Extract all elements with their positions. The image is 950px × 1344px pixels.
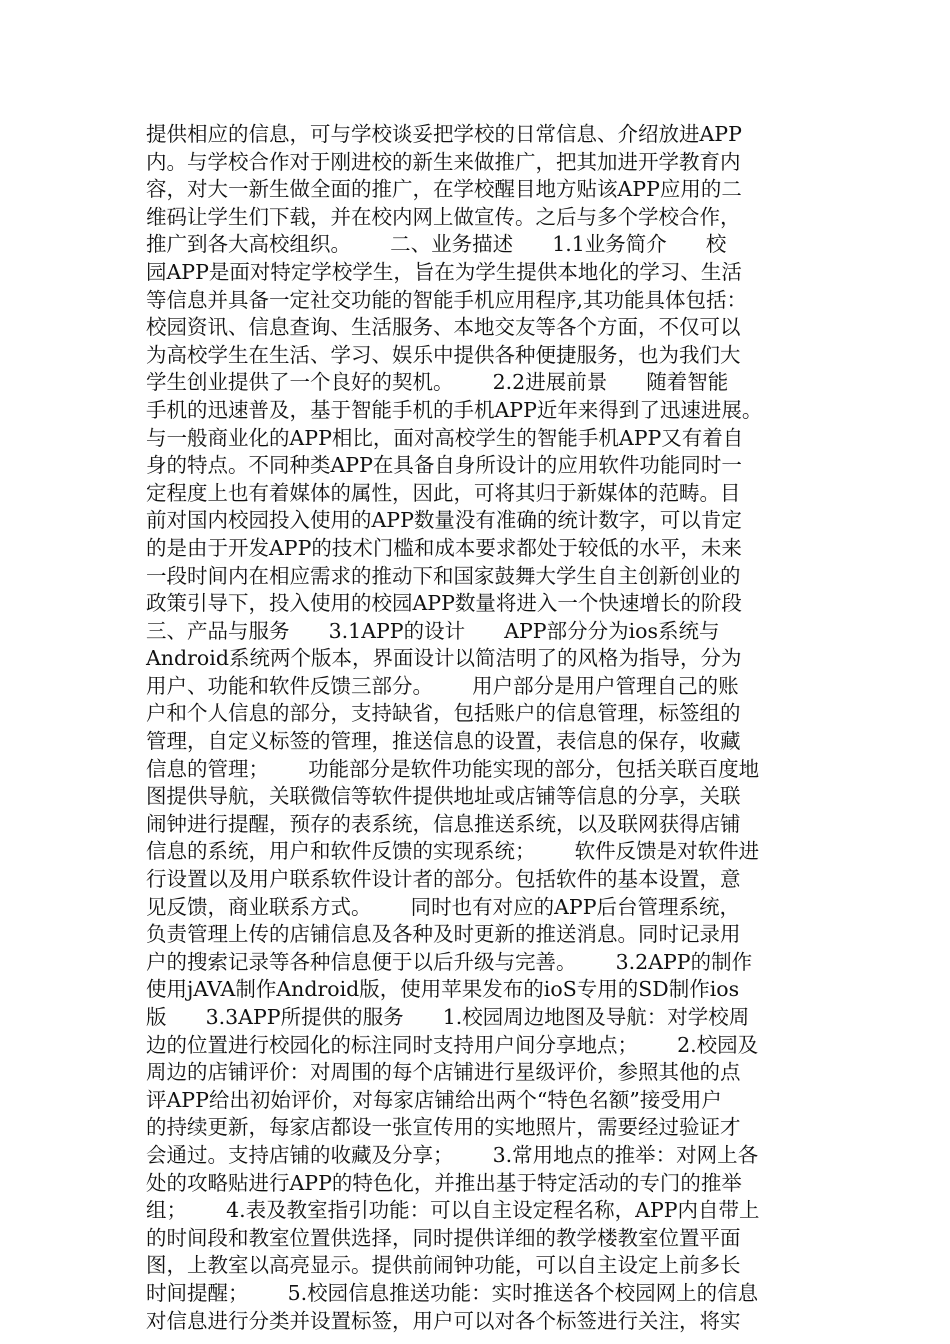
text-line: 身的特点。不同种类APP在具备自身所设计的应用软件功能同时一 xyxy=(146,453,742,478)
text-line: 使用jAVA制作Android版，使用苹果发布的ioS专用的SD制作ios xyxy=(146,977,740,1002)
text-line: 一段时间内在相应需求的推动下和国家鼓舞大学生自主创新创业的 xyxy=(146,563,741,588)
text-line: 时间提醒； 5.校园信息推送功能：实时推送各个校园网上的信息 xyxy=(146,1280,759,1305)
text-line: 与一般商业化的APP相比，面对高校学生的智能手机APP又有着自 xyxy=(146,425,744,450)
text-line: 学生创业提供了一个良好的契机。 2.2进展前景 随着智能 xyxy=(146,370,729,395)
text-line: 的时间段和教室位置供选择，同时提供详细的教学楼教室位置平面 xyxy=(146,1225,741,1250)
text-line: 管理，自定义标签的管理，推送信息的设置，表信息的保存，收藏 xyxy=(146,729,741,754)
text-line: 的持续更新，每家店都设一张宣传用的实地照片，需要经过验证才 xyxy=(146,1115,741,1140)
body-text xyxy=(146,121,806,1335)
text-line: 为高校学生在生活、学习、娱乐中提供各种便捷服务，也为我们大 xyxy=(146,342,741,367)
text-line: 图提供导航，关联微信等软件提供地址或店铺等信息的分享，关联 xyxy=(146,784,741,809)
text-line: 容，对大一新生做全面的推广，在学校醒目地方贴该APP应用的二 xyxy=(146,177,742,202)
text-line: 手机的迅速普及，基于智能手机的手机APP近年来得到了迅速进展。 xyxy=(146,397,763,422)
text-line: 会通过。支持店铺的收藏及分享； 3.常用地点的推举：对网上各 xyxy=(146,1142,759,1167)
text-line: 负责管理上传的店铺信息及各种及时更新的推送消息。同时记录用 xyxy=(146,922,741,947)
text-line: 校园资讯、信息查询、生活服务、本地交友等各个方面，不仅可以 xyxy=(146,315,741,340)
text-line: 周边的店铺评价：对周围的每个店铺进行星级评价，参照其他的点 xyxy=(146,1060,741,1085)
text-line: 评APP给出初始评价，对每家店铺给出两个“特色名额”接受用户 xyxy=(146,1087,722,1112)
text-line: 内。与学校合作对于刚进校的新生来做推广，把其加进开学教育内 xyxy=(146,149,741,174)
text-line: 信息的管理； 功能部分是软件功能实现的部分，包括关联百度地 xyxy=(146,756,760,781)
text-line: 户的搜索记录等各种信息便于以后升级与完善。 3.2APP的制作 xyxy=(146,949,753,974)
text-line: 对信息进行分类并设置标签，用户可以对各个标签进行关注，将实 xyxy=(146,1308,741,1333)
text-line: 处的攻略贴进行APP的特色化，并推出基于特定活动的专门的推举 xyxy=(146,1170,742,1195)
text-line: 三、产品与服务 3.1APP的设计 APP部分分为ios系统与 xyxy=(146,618,720,643)
text-line: 边的位置进行校园化的标注同时支持用户间分享地点； 2.校园及 xyxy=(146,1032,759,1057)
text-line: 前对国内校园投入使用的APP数量没有准确的统计数字，可以肯定 xyxy=(146,508,742,533)
text-line: 图，上教室以高亮显示。提供前闹钟功能，可以自主设定上前多长 xyxy=(146,1253,741,1278)
text-line: 园APP是面对特定学校学生，旨在为学生提供本地化的学习、生活 xyxy=(146,259,742,284)
text-line: 用户、功能和软件反馈三部分。 用户部分是用户管理自己的账 xyxy=(146,673,739,698)
text-line: 组； 4.表及教室指引功能：可以自主设定程名称，APP内自带上 xyxy=(146,1198,760,1223)
text-line: 维码让学生们下载，并在校内网上做宣传。之后与多个学校合作， xyxy=(146,204,741,229)
text-line: 的是由于开发APP的技术门槛和成本要求都处于较低的水平，未来 xyxy=(146,535,742,560)
text-line: 户和个人信息的部分，支持缺省，包括账户的信息管理，标签组的 xyxy=(146,701,741,726)
text-line: 版 3.3APP所提供的服务 1.校园周边地图及导航：对学校周 xyxy=(146,1005,750,1029)
text-line: 闹钟进行提醒，预存的表系统，信息推送系统，以及联网获得店铺 xyxy=(146,811,741,836)
text-line: 定程度上也有着媒体的属性，因此，可将其归于新媒体的范畴。目 xyxy=(146,480,741,505)
text-line: 提供相应的信息，可与学校谈妥把学校的日常信息、介绍放进APP xyxy=(146,122,742,146)
text-line: 等信息并具备一定社交功能的智能手机应用程序,其功能具体包括： xyxy=(146,287,748,312)
text-line: Android系统两个版本，界面设计以简洁明了的风格为指导，分为 xyxy=(146,646,742,671)
text-line: 政策引导下，投入使用的校园APP数量将进入一个快速增长的阶段 xyxy=(146,591,742,616)
text-line: 信息的系统，用户和软件反馈的实现系统； 软件反馈是对软件进 xyxy=(146,839,760,864)
text-line: 见反馈，商业联系方式。 同时也有对应的APP后台管理系统， xyxy=(146,894,740,919)
text-line: 行设置以及用户联系软件设计者的部分。包括软件的基本设置，意 xyxy=(146,867,741,892)
text-line: 推广到各大高校组织。 二、业务描述 1.1业务简介 校 xyxy=(146,232,727,257)
